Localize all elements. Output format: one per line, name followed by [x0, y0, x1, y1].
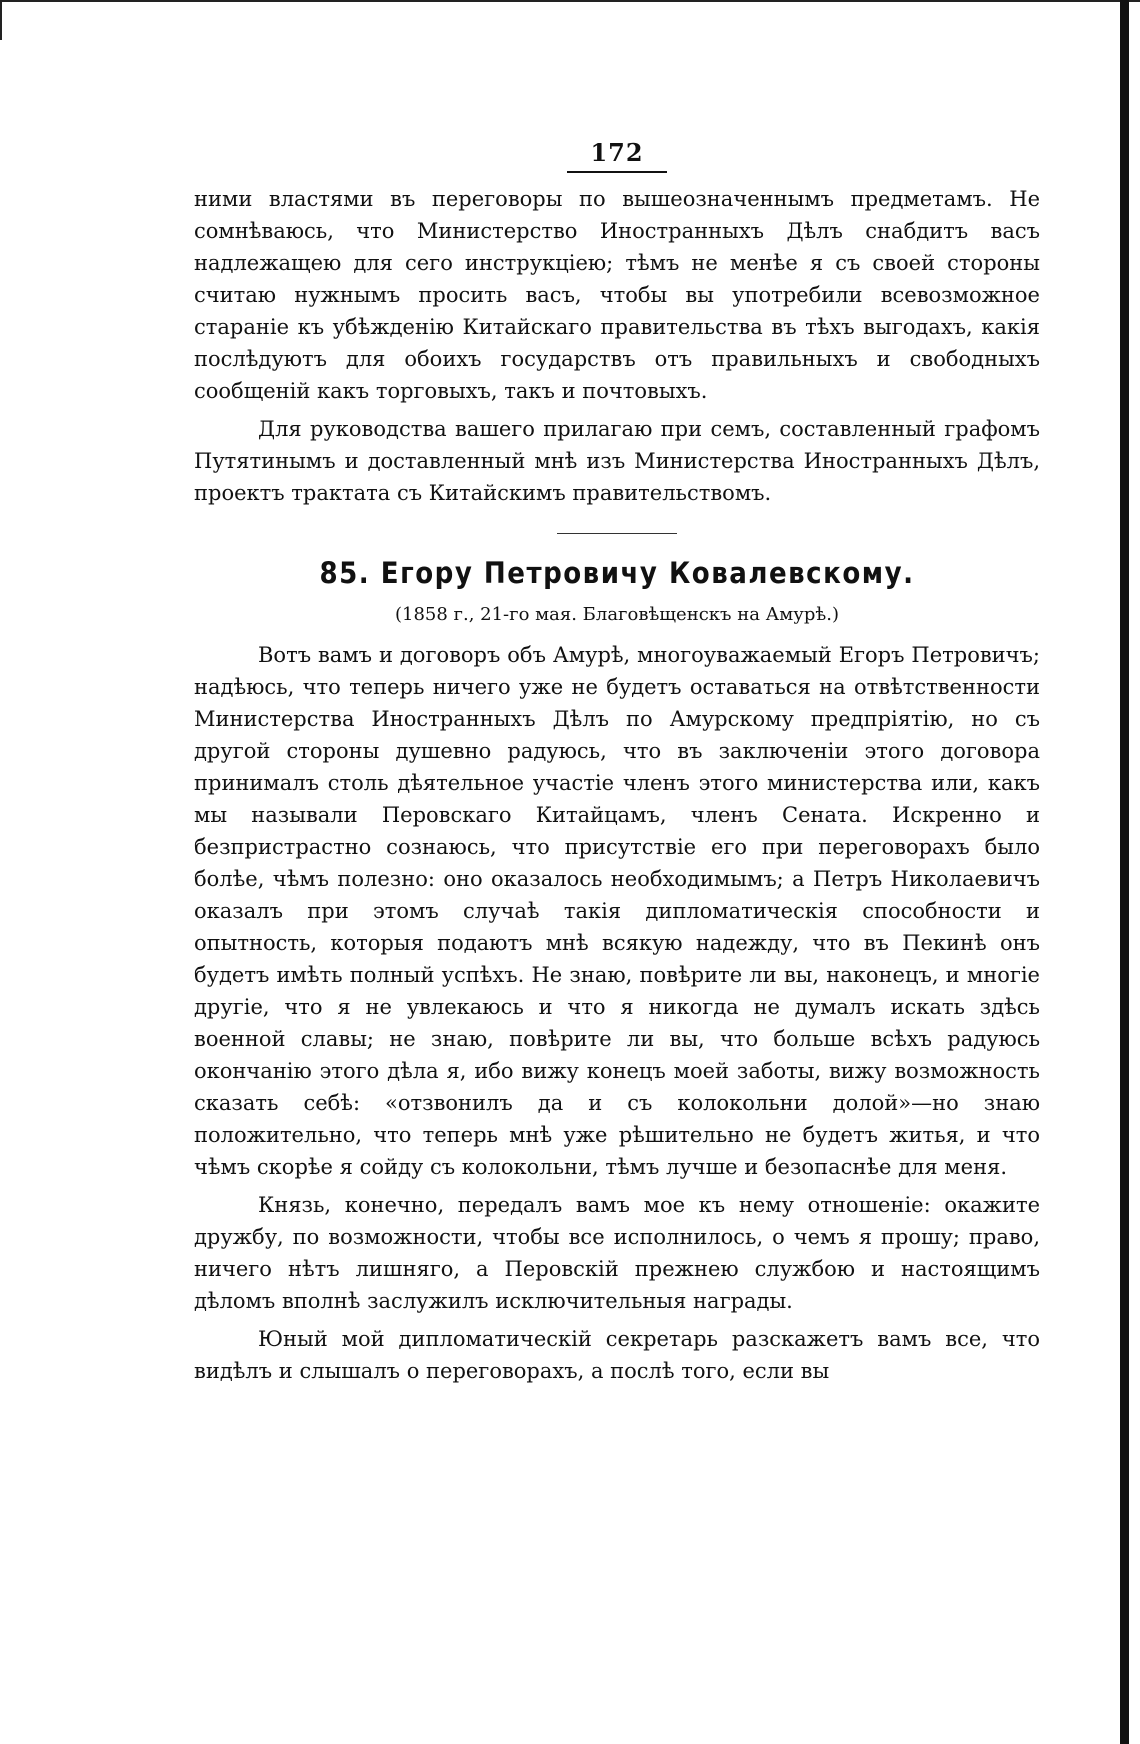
closing-paragraph: Для руководства вашего прилагаю при семъ, составленный графомъ Путятинымъ и доставленный мнѣ изъ Министерства Иностранныхъ Дѣлъ, проектъ трактата съ Китайскимъ правительствомъ.: [194, 417, 1040, 505]
book-page: [194, 138, 1040, 1387]
letter-paragraph: Юный мой дипломатическій секретарь разскажетъ вамъ все, что видѣлъ и слышалъ о переговорахъ, а послѣ того, если вы: [194, 1327, 1040, 1383]
letter-paragraph: Князь, конечно, передалъ вамъ мое къ нему отношеніе: окажите дружбу, по возможности, чтобы все исполнилось, о чемъ я прошу; право, ничего нѣтъ лишняго, а Перовскій прежнею службою и настоящимъ дѣломъ вполнѣ заслужилъ исключительныя награды.: [194, 1193, 1040, 1313]
letter-dateline: (1858 г., 21-го мая. Благовѣщенскъ на Амурѣ.): [395, 604, 839, 625]
letter-paragraph: Вотъ вамъ и договоръ объ Амурѣ, многоуважаемый Егоръ Петровичъ; надѣюсь, что теперь ничего уже не будетъ оставаться на отвѣтственности Министерства Иностранныхъ Дѣлъ по Амурскому предпріятію, но съ другой стороны душевно радуюсь, что въ заключеніи этого договора принималъ столь дѣятельное участіе членъ этого министерства или, какъ мы называли Перовскаго Китайцамъ, членъ Сената. Искренно и безпристрастно сознаюсь, что присутствіе его при переговорахъ было болѣе, чѣмъ полезно: оно оказалось необходимымъ; а Петръ Николаевичъ оказалъ при этомъ случаѣ такія дипломатическія способности и опытность, которыя подаютъ мнѣ всякую надежду, что въ Пекинѣ онъ будетъ имѣть полный успѣхъ. Не знаю, повѣрите ли вы, наконецъ, и многіе другіе, что я не увлекаюсь и что я никогда не думалъ искать здѣсь военной славы; не знаю, повѣрите ли вы, что больше всѣхъ радуюсь окончанію этого дѣла я, ибо вижу конецъ моей заботы, вижу возможность сказать себѣ: «отзвонилъ да и съ колокольни долой»—но знаю положительно, что теперь мнѣ уже рѣшительно не будетъ житья, и что чѣмъ скорѣе я сойду съ колокольни, тѣмъ лучше и безопаснѣе для меня.: [194, 643, 1040, 1179]
scan-edge-top: [0, 0, 1140, 2]
scan-edge-right: [1120, 0, 1129, 1744]
letter-heading: 85. Егору Петровичу Ковалевскому.: [319, 556, 915, 590]
page-number: 172: [567, 138, 667, 173]
continuation-paragraph: ними властями въ переговоры по вышеозначеннымъ предметамъ. Не сомнѣваюсь, что Министерство Иностранныхъ Дѣлъ снабдитъ васъ надлежащею для сего инструкціею; тѣмъ не менѣе я съ своей стороны считаю нужнымъ просить васъ, чтобы вы употребили всевозможное стараніе къ убѣжденію Китайскаго правительства въ тѣхъ выгодахъ, какія послѣдуютъ для обоихъ государствъ отъ правильныхъ и свободныхъ сообщеній какъ торговыхъ, такъ и почтовыхъ.: [194, 187, 1040, 403]
scan-edge-left: [0, 0, 2, 40]
section-divider: [557, 533, 677, 534]
